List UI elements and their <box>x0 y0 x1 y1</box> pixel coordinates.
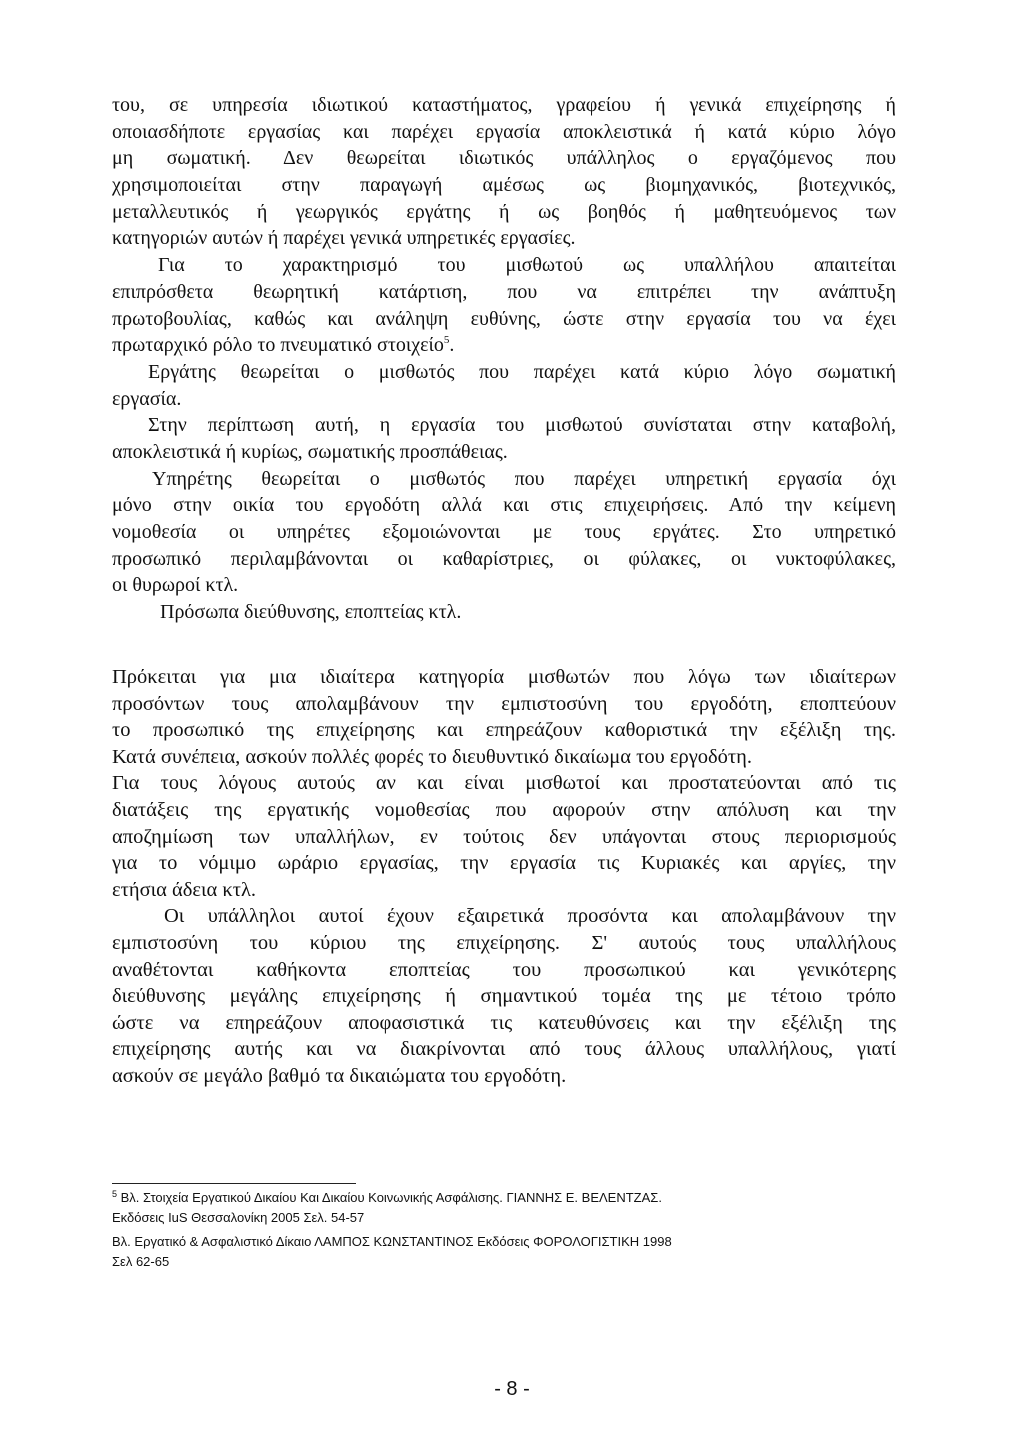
text-line: οποιασδήποτε εργασίας και παρέχει εργασία αποκλειστικά ή κατά κύριο λόγο <box>112 120 896 143</box>
text-line: Οι υπάλληλοι αυτοί έχουν εξαιρετικά προσόντα και απολαμβάνουν την <box>164 905 896 928</box>
footnote-separator <box>112 1183 356 1184</box>
text-line: Υπηρέτης θεωρείται ο μισθωτός που παρέχει υπηρετική εργασία όχι <box>152 467 896 490</box>
text-line: χρησιμοποιείται στην παραγωγή αμέσως ως βιομηχανικός, βιοτεχνικός, <box>112 174 896 197</box>
text-line: επιπρόσθετα θεωρητική κατάρτιση, που να επιτρέπει την ανάπτυξη <box>112 280 896 303</box>
text-line: για το νόμιμο ωράριο εργασίας, την εργασία τις Κυριακές και αργίες, την <box>112 852 896 875</box>
text-line: διατάξεις της εργατικής νομοθεσίας που αφορούν στην απόλυση και την <box>112 798 896 821</box>
text-line: πρωτοβουλίας, καθώς και ανάληψη ευθύνης, ώστε στην εργασία του να έχει <box>112 307 896 330</box>
document-body <box>112 92 896 626</box>
text-line: Κατά συνέπεια, ασκούν πολλές φορές το διευθυντικό δικαίωμα του εργοδότη. <box>112 745 753 768</box>
text-line: του, σε υπηρεσία ιδιωτικού καταστήματος, γραφείου ή γενικά επιχείρησης ή <box>112 94 896 116</box>
text-line: Στην περίπτωση αυτή, η εργασία του μισθωτού συνίσταται στην καταβολή, <box>148 414 896 437</box>
footnote-marker: 5 <box>112 1189 118 1199</box>
section-heading: Πρόσωπα διεύθυνσης, εποπτείας κτλ. <box>160 601 462 624</box>
document-body-continued <box>112 664 896 1090</box>
text-line: αποζημίωση των υπαλλήλων, εν τούτοις δεν υπάγονται στους περιορισμούς <box>112 825 896 848</box>
text-line: το προσωπικό της επιχείρησης και επηρεάζουν καθοριστικά την εξέλιξη της. <box>112 719 896 742</box>
text-line: Εργάτης θεωρείται ο μισθωτός που παρέχει κατά κύριο λόγο σωματική <box>148 360 896 383</box>
text-line: εργασία. <box>112 387 182 410</box>
text-line: ώστε να επηρεάζουν αποφασιστικά τις κατευθύνσεις και την εξέλιξη της <box>112 1011 896 1034</box>
text-line: εμπιστοσύνη του κύριου της επιχείρησης. Σ' αυτούς τους υπαλλήλους <box>112 931 896 954</box>
text-line: μόνο στην οικία του εργοδότη αλλά και στις επιχειρήσεις. Από την κείμενη <box>112 494 896 517</box>
text-line: αναθέτονται καθήκοντα εποπτείας του προσωπικού και γενικότερης <box>112 958 896 981</box>
text-line: διεύθυνσης μεγάλης επιχείρησης ή σημαντικού τομέα της με τέτοιο τρόπο <box>112 985 896 1008</box>
text-line <box>112 332 896 359</box>
text-line: προσόντων τους απολαμβάνουν την εμπιστοσύνη του εργοδότη, εποπτεύουν <box>112 692 896 715</box>
text-line: επιχείρησης αυτής και να διακρίνονται από τους άλλους υπαλλήλους, γιατί <box>112 1038 896 1061</box>
text-line: μεταλλευτικός ή γεωργικός εργάτης ή ως βοηθός ή μαθητευόμενος των <box>112 200 896 223</box>
footnote-text: Βλ. Στοιχεία Εργατικού Δικαίου Και Δικαίου Κοινωνικής Ασφάλισης. ΓΙΑΝΝΗΣ Ε. ΒΕΛΕΝΤΖΑΣ. <box>120 1190 662 1205</box>
footnote-line: Βλ. Εργατικό & Ασφαλιστικό Δίκαιο ΛΑΜΠΟΣ ΚΩΝΣΤΑΝΤΙΝΟΣ Εκδόσεις ΦΟΡΟΛΟΓΙΣΤΙΚΗ 1998 <box>112 1234 672 1249</box>
text-line: κατηγοριών αυτών ή παρέχει γενικά υπηρετικές εργασίες. <box>112 227 576 250</box>
footnote-line: Σελ 62-65 <box>112 1254 170 1269</box>
text-line: Πρόκειται για μια ιδιαίτερα κατηγορία μισθωτών που λόγω των ιδιαίτερων <box>112 666 896 688</box>
footnote-line: Εκδόσεις IuS Θεσσαλονίκη 2005 Σελ. 54-57 <box>112 1210 365 1225</box>
text-line: νομοθεσία οι υπηρέτες εξομοιώνονται με τους εργάτες. Στο υπηρετικό <box>112 521 896 543</box>
footnote-ref: 5 <box>443 334 450 347</box>
text-line: Για τους λόγους αυτούς αν και είναι μισθωτοί και προστατεύονται από τις <box>112 772 896 795</box>
footnotes <box>112 1188 896 1272</box>
text-line: ετήσια άδεια κτλ. <box>112 878 257 901</box>
text-line: ασκούν σε μεγάλο βαθμό τα δικαιώματα του εργοδότη. <box>112 1064 567 1087</box>
page-number: - 8 - <box>494 1378 530 1400</box>
text-line: μη σωματική. Δεν θεωρείται ιδιωτικός υπάλληλος ο εργαζόμενος που <box>112 147 896 170</box>
text-fragment: πρωταρχικό ρόλο το πνευματικό στοιχείο <box>112 334 444 357</box>
footnote-line <box>112 1188 896 1208</box>
text-fragment: . <box>449 334 455 357</box>
text-line: Για το χαρακτηρισμό του μισθωτού ως υπαλλήλου απαιτείται <box>158 254 896 277</box>
text-line: προσωπικό περιλαμβάνονται οι καθαρίστριες, οι φύλακες, οι νυκτοφύλακες, <box>112 547 896 570</box>
text-line: οι θυρωροί κτλ. <box>112 574 239 597</box>
text-line: αποκλειστικά ή κυρίως, σωματικής προσπάθειας. <box>112 440 508 463</box>
